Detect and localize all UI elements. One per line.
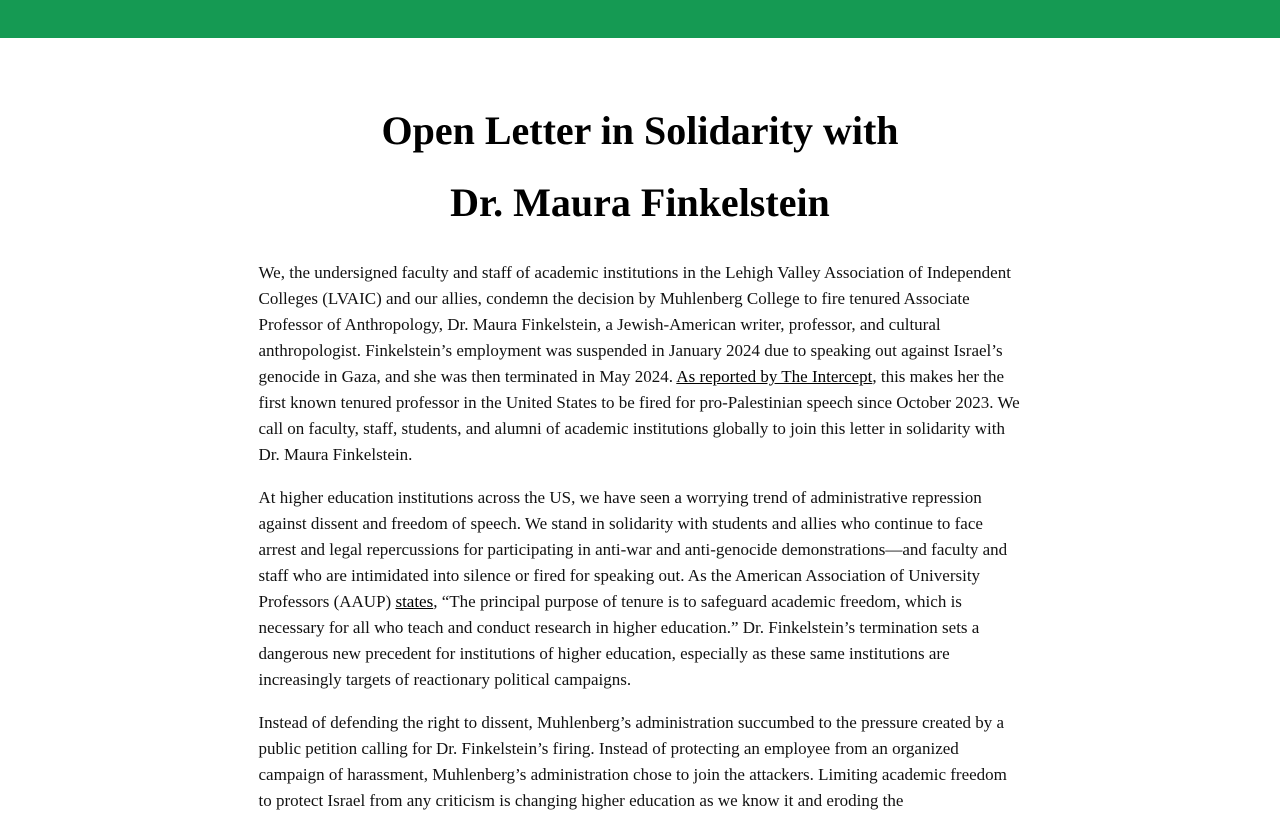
- page-title: [259, 95, 1022, 239]
- letter-body: [259, 239, 1022, 814]
- inline-link[interactable]: states: [395, 592, 434, 611]
- letter-paragraph: Instead of defending the right to dissent, Muhlenberg’s administration succumbed to the pressure created by a public petition calling for Dr. Finkelstein’s firing. Instead of protecting an employee from an organized campaign of harassment, Muhlenberg’s administration chose to join the attackers. Limiting academic freedom to protect Israel from any criticism is changing higher education as we know it and eroding the: [258, 713, 1007, 810]
- document-content-column: [259, 38, 1022, 814]
- inline-link[interactable]: As reported by The Intercept: [676, 367, 873, 386]
- document-page: [0, 38, 1280, 814]
- letter-paragraph: At higher education institutions across the US, we have seen a worrying trend of administrative repression against dissent and freedom of speech. We stand in solidarity with students and allies who continue to face arrest and legal repercussions for participating in anti-war and anti-genocide demonstrations—and faculty and staff who are intimidated into silence or fired for speaking out. As the American Association of University Professors (AAUP) states, “The principal purpose of tenure is to safeguard academic freedom, which is necessary for all who teach and conduct research in higher education.” Dr. Finkelstein’s termination sets a dangerous new precedent for institutions of higher education, especially as these same institutions are increasingly targets of reactionary political campaigns.: [258, 488, 1008, 689]
- page-title-line-2: Dr. Maura Finkelstein: [450, 180, 830, 225]
- letter-paragraph: We, the undersigned faculty and staff of academic institutions in the Lehigh Valley Association of Independent Colleges (LVAIC) and our allies, condemn the decision by Muhlenberg College to fire tenured Associate Professor of Anthropology, Dr. Maura Finkelstein, a Jewish-American writer, professor, and cultural anthropologist. Finkelstein’s employment was suspended in January 2024 due to speaking out against Israel’s genocide in Gaza, and she was then terminated in May 2024. As reported by The Intercept, this makes her the first known tenured professor in the United States to be fired for pro-Palestinian speech since October 2023. We call on faculty, staff, students, and alumni of academic institutions globally to join this letter in solidarity with Dr. Maura Finkelstein.: [258, 263, 1020, 464]
- site-header-bar: [0, 0, 1280, 38]
- page-title-line-1: Open Letter in Solidarity with: [381, 108, 899, 153]
